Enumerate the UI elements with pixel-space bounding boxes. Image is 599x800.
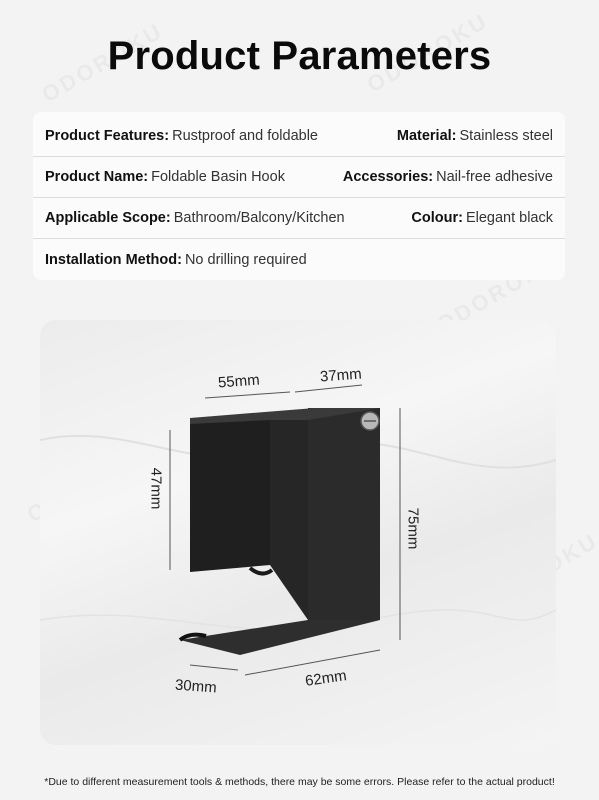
param-label: Accessories: <box>342 169 434 185</box>
parameter-row <box>33 198 565 239</box>
param-label: Applicable Scope: <box>45 210 171 226</box>
parameter-row <box>33 157 565 198</box>
param-label: Product Features: <box>45 128 170 144</box>
product-photo <box>40 320 556 745</box>
param-label: Installation Method: <box>45 251 182 268</box>
dimension-label: 47mm <box>147 467 165 510</box>
footer-note: *Due to different measurement tools & methods, there may be some errors. Please refer to the actual product! <box>44 776 555 788</box>
param-value: Foldable Basin Hook <box>151 169 285 185</box>
param-label: Material: <box>396 128 457 144</box>
param-label: Product Name: <box>45 169 149 185</box>
dimension-label: 30mm <box>174 676 218 697</box>
basin-hook-illustration <box>40 320 556 745</box>
param-value: Nail-free adhesive <box>436 169 553 185</box>
dimension-label: 62mm <box>304 667 348 690</box>
parameter-row <box>33 116 565 157</box>
parameter-row <box>33 239 565 280</box>
parameters-table <box>33 112 565 280</box>
param-label: Colour: <box>411 210 463 226</box>
dimension-label: 75mm <box>404 507 422 550</box>
param-value: No drilling required <box>184 251 307 268</box>
dimension-label: 55mm <box>217 371 261 392</box>
param-value: Bathroom/Balcony/Kitchen <box>173 210 345 226</box>
param-value: Rustproof and foldable <box>172 128 318 144</box>
param-value: Elegant black <box>465 210 553 226</box>
param-value: Stainless steel <box>459 128 553 144</box>
dimension-label: 37mm <box>319 365 363 386</box>
page-title: Product Parameters <box>107 34 492 78</box>
